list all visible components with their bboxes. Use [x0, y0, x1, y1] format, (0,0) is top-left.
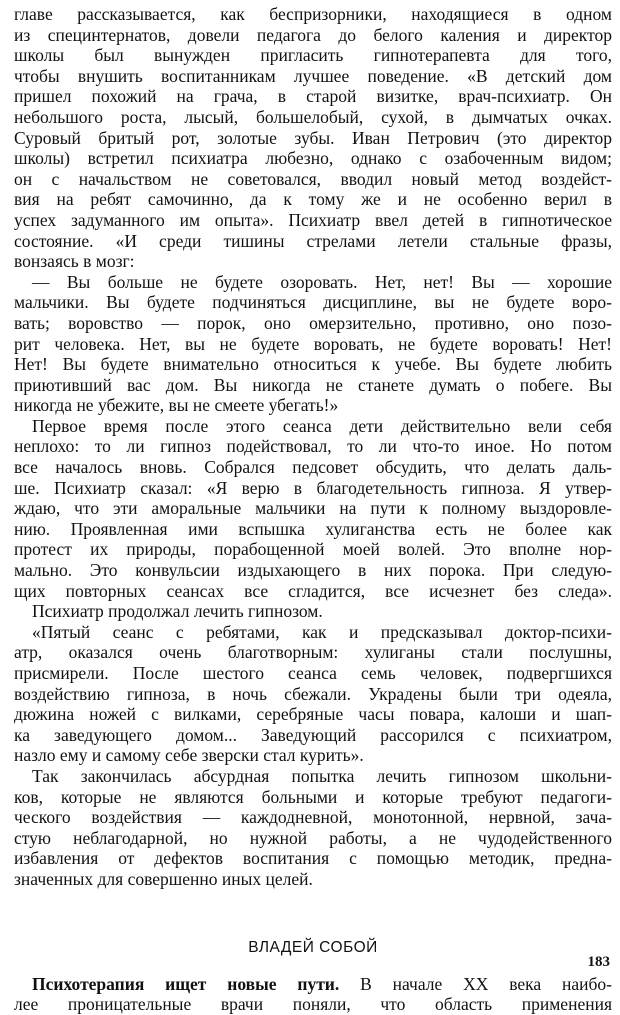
text-line: он с начальством не советовался, вводил новый метод воздейст-	[14, 168, 612, 189]
text-line: никогда не убежите, вы не смеете убегать!»	[14, 395, 339, 416]
text-line: все началось вновь. Собрался педсовет обсудить, что делать даль-	[14, 457, 612, 478]
text-line: Так закончилась абсурдная попытка лечить гипнозом школьни-	[32, 765, 612, 786]
text-line: нию. Проявленная ими вспышка хулиганства есть не более как	[14, 518, 612, 539]
text-line: Психиатр продолжал лечить гипнозом.	[32, 601, 323, 622]
section-gap	[14, 960, 612, 974]
text-line: состояние. «И среди тишины стрелами летели стальные фразы,	[14, 230, 612, 251]
text-line: главе рассказывается, как беспризорники, находящиеся в одном	[14, 4, 612, 24]
text-line: школы) встретил психиатра любезно, однако с озабоченным видом;	[14, 148, 612, 169]
text-line: мальчики. Вы будете подчиняться дисциплине, вы не будете воро-	[14, 292, 612, 313]
text-line: Нет! Вы будете внимательно относиться к учебе. Вы будете любить	[14, 354, 612, 375]
text-line: ждаю, что эти аморальные мальчики на пути к полному выздоровле-	[14, 498, 612, 519]
text-line: приютивший вас дом. Вы никогда не станете думать о побеге. Вы	[14, 374, 612, 395]
text-line: присмирели. После шестого сеанса семь человек, подвергшихся	[14, 663, 612, 683]
text-line: — Вы больше не будете озоровать. Нет, нет! Вы — хорошие	[32, 271, 612, 292]
lead-in-rest: В начале XX века наибо-	[339, 973, 613, 994]
text-line: протест их природы, порабощенной моей волей. Это вполне нор-	[14, 539, 612, 560]
text-line: мально. Это конвульсии издыхающего в них порока. При следую-	[14, 560, 612, 581]
text-line: ше. Психиатр сказал: «Я верю в благодетельность гипноза. Я утвер-	[14, 477, 612, 498]
text-line: успех задуманного им опыта». Психиатр ввел детей в гипнотическое	[14, 209, 612, 230]
text-line: чтобы внушить воспитанникам лучшее поведение. «В детский дом	[14, 65, 612, 86]
text-line: лее проницательные врачи поняли, что область применения	[14, 994, 612, 1015]
lead-in-bold: Психотерапия ищет новые пути.	[32, 973, 340, 994]
text-line: ков, которые не являются больными и которые требуют педагоги-	[14, 786, 612, 807]
text-line: дюжина ножей с вилками, серебряные часы повара, калоши и шап-	[14, 704, 612, 725]
text-line: Суровый бритый рот, золотые зубы. Иван Петрович (это директор	[14, 127, 612, 148]
text-line: неплохо: то ли гипноз подействовал, то ли что-то иное. Но потом	[14, 436, 612, 457]
page-number: 183	[587, 954, 610, 970]
text-line: стую неблагодарной, но нужной работы, а не чудодейственного	[14, 827, 612, 848]
body-text	[14, 4, 612, 1015]
text-line: избавления от дефектов воспитания с помощью методик, предна-	[14, 848, 612, 869]
text-line: значенных для совершенно иных целей.	[14, 868, 313, 889]
text-line: небольшого роста, лысый, большелобый, сухой, в дымчатых очках.	[14, 106, 612, 127]
text-line: ка заведующего домом... Заведующий рассорился с психиатром,	[14, 724, 612, 745]
text-line: из специнтернатов, довели педагога до белого каления и директор	[14, 24, 612, 45]
text-line: пришел похожий на грача, в старой визитке, врач-психиатр. Он	[14, 86, 612, 107]
section-gap	[14, 890, 612, 936]
text-line: Первое время после этого сеанса дети действительно вели себя	[32, 415, 612, 436]
text-line	[14, 974, 612, 995]
text-line: щих повторных сеансах все сгладится, все исчезнет без следа».	[14, 580, 612, 601]
text-line: рит человека. Нет, вы не будете воровать, не будете воровать! Нет!	[14, 333, 612, 354]
text-line: атр, оказался очень благотворным: хулиганы стали послушны,	[14, 642, 612, 663]
text-line: вия на ребят самочинно, да к тому же и не особенно верил в	[14, 189, 612, 210]
text-line: воздействию гипноза, в ночь сбежали. Украдены были три одеяла,	[14, 683, 612, 704]
section-heading: ВЛАДЕЙ СОБОЙ	[248, 938, 378, 956]
text-line: вать; воровство — порок, оно омерзительно, противно, оно позо-	[14, 312, 612, 333]
text-line: школы был вынужден пригласить гипнотерапевта для того,	[14, 45, 612, 66]
text-line: вонзаясь в мозг:	[14, 251, 135, 272]
text-line: ческого воздействия — каждодневной, монотонной, нервной, зача-	[14, 807, 612, 828]
text-line: назло ему и самому себе зверски стал курить».	[14, 745, 364, 766]
text-line: «Пятый сеанс с ребятами, как и предсказывал доктор-психи-	[32, 621, 612, 642]
